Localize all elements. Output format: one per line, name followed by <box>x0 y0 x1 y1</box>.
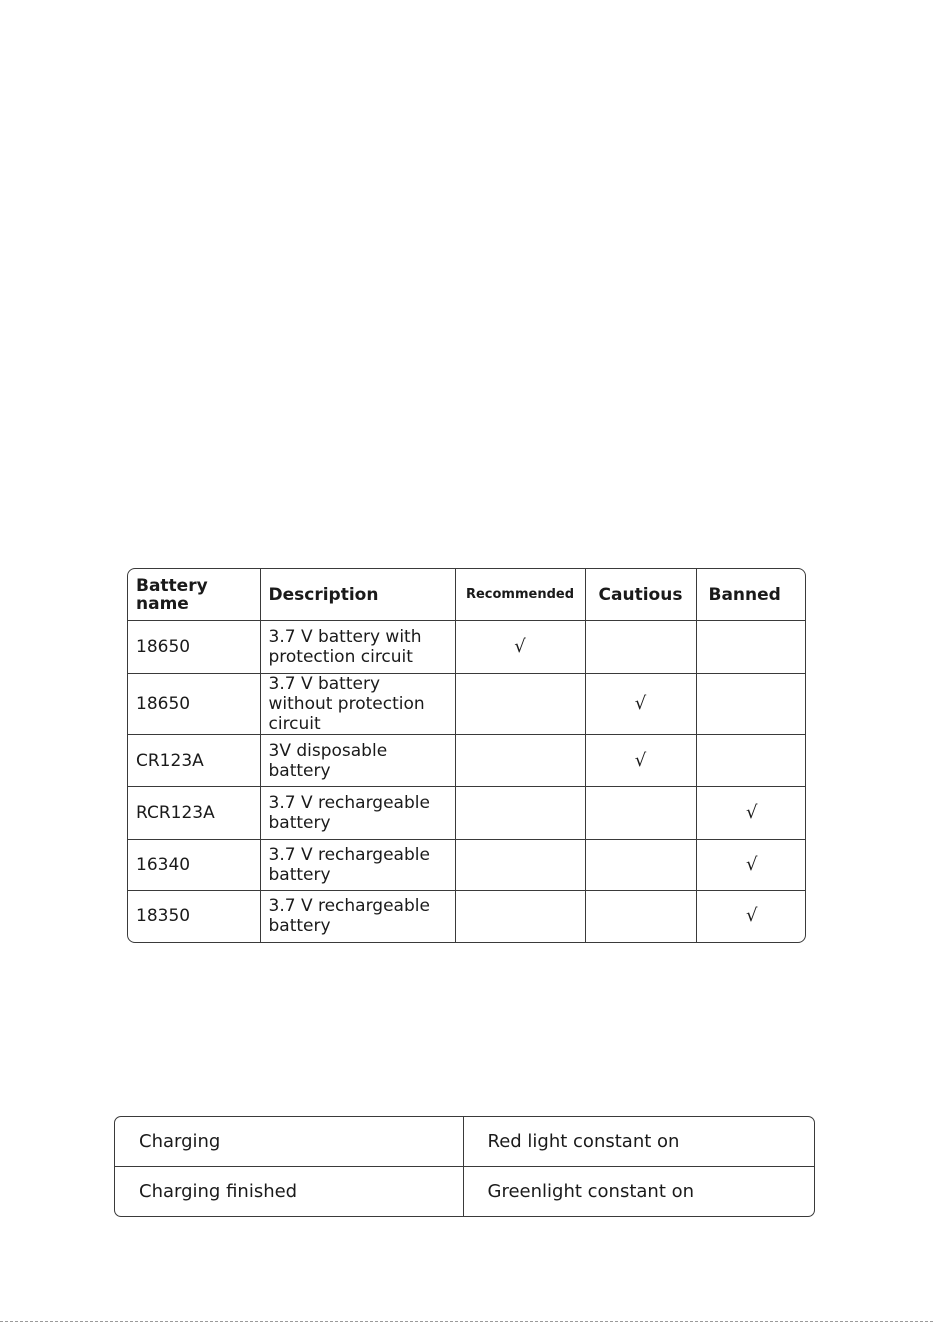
description-cell: 3.7 V rechargeable battery <box>260 891 455 942</box>
recommended-cell <box>455 891 585 942</box>
battery-name-cell: 18350 <box>128 891 260 942</box>
battery-name-cell: CR123A <box>128 735 260 787</box>
recommended-cell <box>455 787 585 840</box>
battery-name-cell: RCR123A <box>128 787 260 840</box>
cautious-cell <box>585 891 696 942</box>
table-row <box>128 787 806 840</box>
battery-name-cell: 16340 <box>128 840 260 891</box>
description-cell: 3V disposable battery <box>260 735 455 787</box>
description-cell: 3.7 V rechargeable battery <box>260 840 455 891</box>
table-row <box>128 735 806 787</box>
table-row <box>115 1167 814 1217</box>
battery-name-cell: 18650 <box>128 674 260 735</box>
charging-state-cell: Charging <box>115 1117 463 1167</box>
charging-status-table <box>114 1116 815 1217</box>
banned-cell: √ <box>746 905 758 927</box>
indicator-light-cell: Red light constant on <box>463 1117 814 1167</box>
cautious-cell <box>585 840 696 891</box>
banned-cell: √ <box>696 787 806 840</box>
table-row <box>128 891 806 942</box>
table-header-row <box>128 569 806 621</box>
description-cell: 3.7 V battery with protection circuit <box>260 621 455 674</box>
recommended-cell <box>455 735 585 787</box>
header-recommended: Recommended <box>455 569 585 621</box>
banned-cell: √ <box>696 840 806 891</box>
cautious-cell: √ <box>585 735 696 787</box>
page-bottom-divider <box>0 1321 933 1322</box>
cautious-cell <box>585 621 696 674</box>
cautious-cell <box>585 787 696 840</box>
recommended-cell: √ <box>455 621 585 674</box>
indicator-light-cell: Greenlight constant on <box>487 1181 695 1202</box>
table-row <box>115 1117 814 1167</box>
header-description: Description <box>260 569 455 621</box>
table-row <box>128 674 806 735</box>
banned-cell <box>696 735 806 787</box>
charging-state-cell: Charging finished <box>115 1167 463 1217</box>
table-row <box>128 621 806 674</box>
description-cell: 3.7 V rechargeable battery <box>260 787 455 840</box>
cautious-cell: √ <box>585 674 696 735</box>
banned-cell <box>696 674 806 735</box>
battery-compatibility-table <box>127 568 806 943</box>
table-row <box>128 840 806 891</box>
description-cell: 3.7 V battery without protection circuit <box>260 674 455 735</box>
header-battery-name: Battery name <box>128 569 260 621</box>
recommended-cell <box>455 840 585 891</box>
header-cautious: Cautious <box>585 569 696 621</box>
banned-cell <box>696 621 806 674</box>
recommended-cell <box>455 674 585 735</box>
battery-name-cell: 18650 <box>128 621 260 674</box>
header-banned: Banned <box>696 569 806 621</box>
